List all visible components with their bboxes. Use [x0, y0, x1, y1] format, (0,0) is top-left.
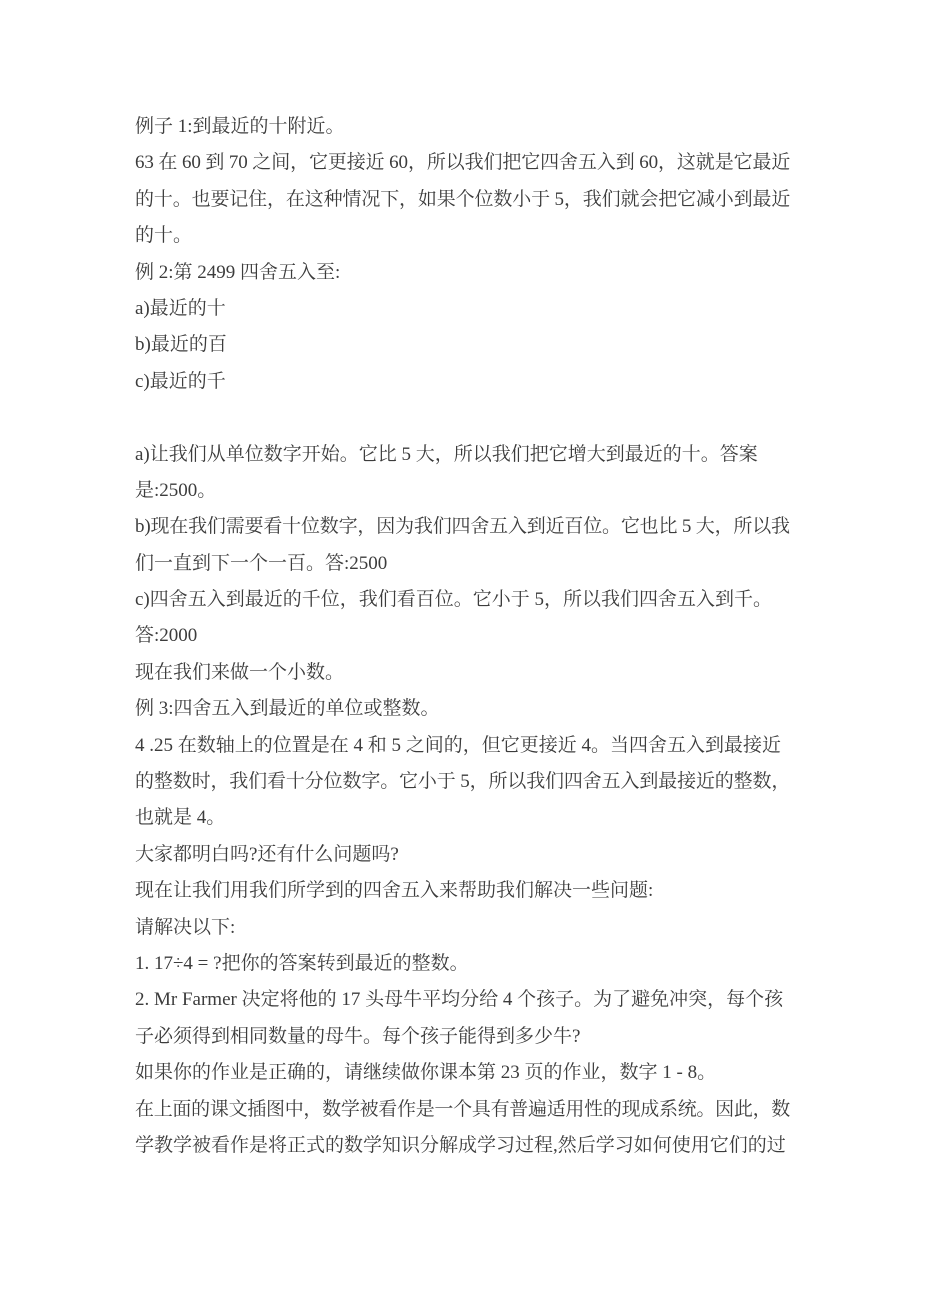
- text-line: 4 .25 在数轴上的位置是在 4 和 5 之间的，但它更接近 4。当四舍五入到最接近: [135, 734, 782, 756]
- text-line-example2-title: 例 2:第 2499 四舍五入至:: [135, 261, 341, 283]
- document-body: [135, 109, 790, 1164]
- text-line-answer-c: c)四舍五入到最近的千位，我们看百位。它小于 5，所以我们四舍五入到千。: [135, 589, 773, 611]
- text-line: 是:2500。: [135, 479, 217, 501]
- text-line-answer-b: b)现在我们需要看十位数字，因为我们四舍五入到近百位。它也比 5 大，所以我: [135, 516, 790, 538]
- text-line: 大家都明白吗?还有什么问题吗?: [135, 843, 399, 865]
- text-line: 现在让我们用我们所学到的四舍五入来帮助我们解决一些问题:: [135, 880, 654, 902]
- text-line: 们一直到下一个一百。答:2500: [135, 552, 388, 574]
- text-line: 63 在 60 到 70 之间，它更接近 60，所以我们把它四舍五入到 60，这就是它最近: [135, 152, 791, 174]
- text-line-item-a: a)最近的十: [135, 297, 226, 319]
- text-line-problem-1: 1. 17÷4 = ?把你的答案转到最近的整数。: [135, 952, 469, 974]
- text-line: 在上面的课文插图中，数学被看作是一个具有普遍适用性的现成系统。因此，数: [135, 1098, 791, 1120]
- text-line-example1-title: 例子 1:到最近的十附近。: [135, 116, 345, 137]
- text-line: 子必须得到相同数量的母牛。每个孩子能得到多少牛?: [135, 1025, 581, 1047]
- text-line: 的整数时，我们看十分位数字。它小于 5，所以我们四舍五入到最接近的整数，: [135, 771, 791, 793]
- text-line: 答:2000: [135, 625, 198, 647]
- text-line: 也就是 4。: [135, 807, 226, 829]
- text-line-item-c: c)最近的千: [135, 370, 226, 392]
- text-line: 现在我们来做一个小数。: [135, 661, 345, 683]
- text-line-example3-title: 例 3:四舍五入到最近的单位或整数。: [135, 698, 440, 720]
- text-line: 的十。: [135, 225, 193, 247]
- text-line-problem-2: 2. Mr Farmer 决定将他的 17 头母牛平均分给 4 个孩子。为了避免冲突，每个孩: [135, 989, 784, 1011]
- text-line: 的十。也要记住，在这种情况下，如果个位数小于 5，我们就会把它减小到最近: [135, 188, 791, 210]
- text-line-answer-a: a)让我们从单位数字开始。它比 5 大，所以我们把它增大到最近的十。答案: [135, 443, 758, 465]
- blank-line: [135, 400, 790, 436]
- text-line: 如果你的作业是正确的，请继续做你课本第 23 页的作业，数字 1 - 8。: [135, 1062, 717, 1084]
- text-line-item-b: b)最近的百: [135, 334, 227, 356]
- text-line: 学教学被看作是将正式的数学知识分解成学习过程,然后学习如何使用它们的过: [135, 1134, 786, 1156]
- text-line: 请解决以下:: [135, 916, 236, 938]
